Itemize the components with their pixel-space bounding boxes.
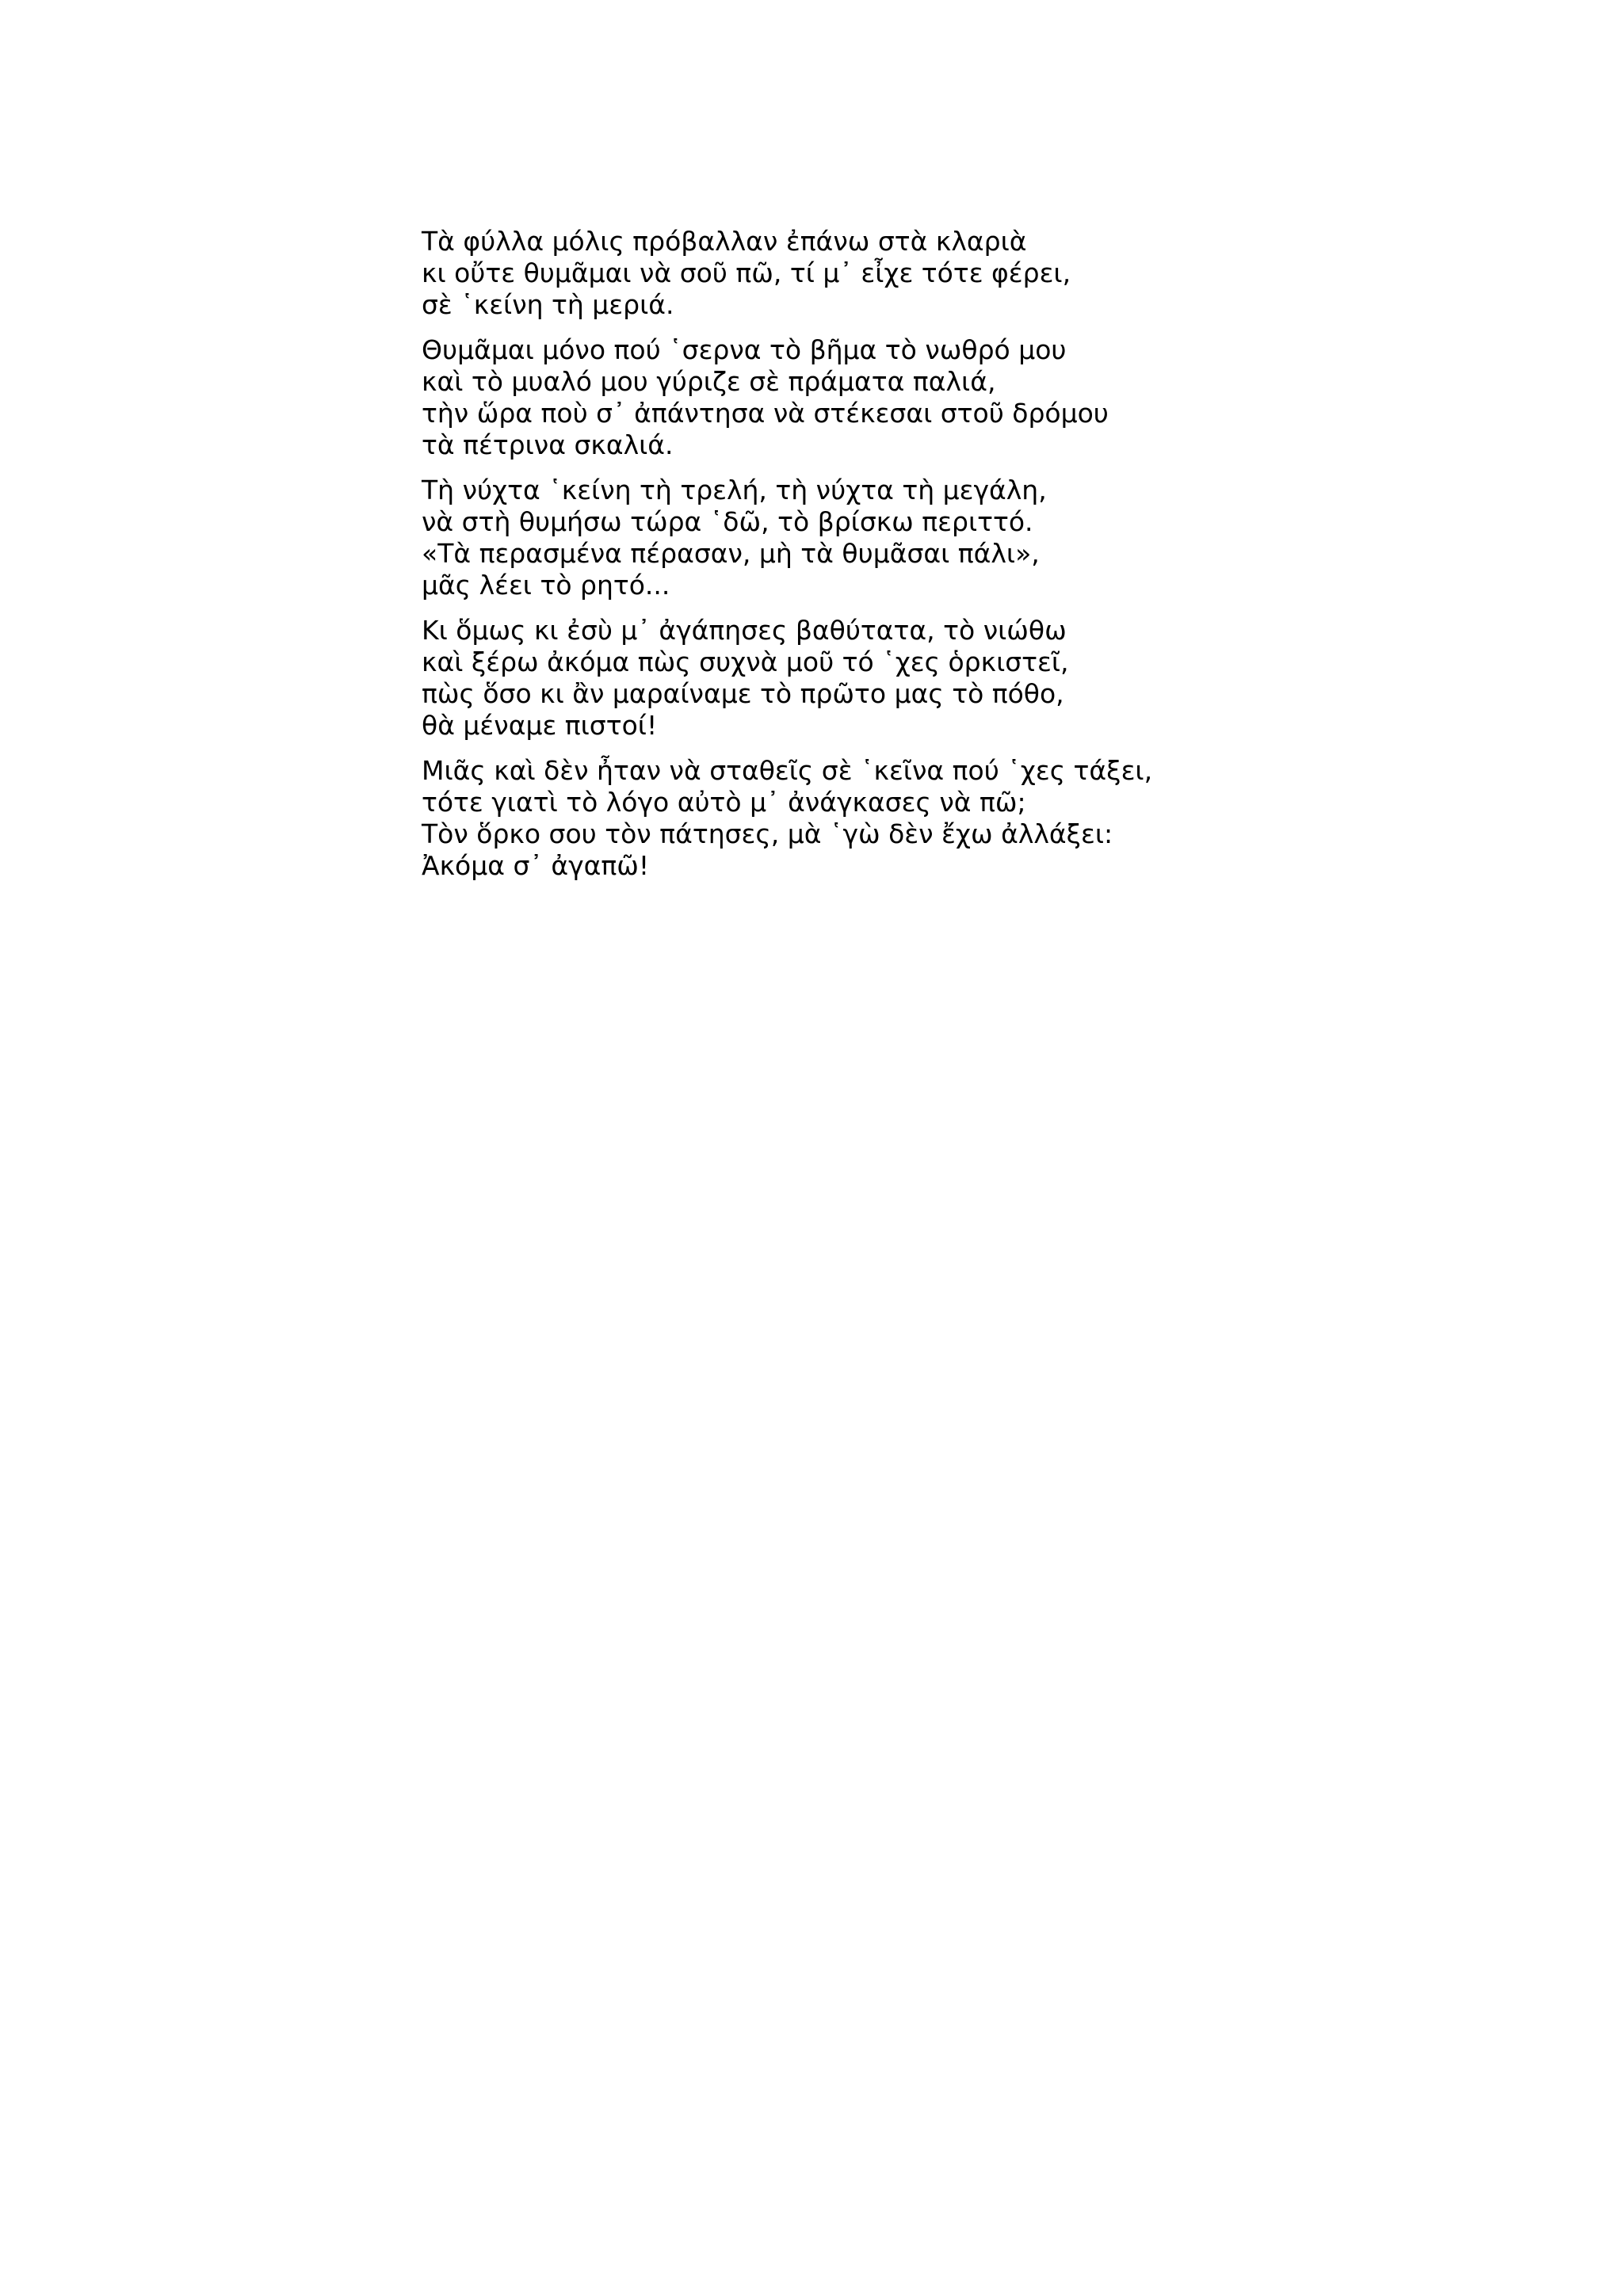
poem-line: σὲ ῾κείνη τὴ μεριά. [422, 289, 674, 320]
poem-line: καὶ ξέρω ἀκόμα πὼς συχνὰ μοῦ τό ῾χες ὁρκιστεῖ, [422, 646, 1069, 677]
poem-line: καὶ τὸ μυαλό μου γύριζε σὲ πράματα παλιά, [422, 366, 996, 397]
stanza-2 [422, 334, 1531, 461]
stanza-5 [422, 755, 1531, 882]
poem-text [422, 226, 1531, 895]
poem-line: τὴν ὥρα ποὺ σ᾿ ἀπάντησα νὰ στέκεσαι στοῦ δρόμου [422, 398, 1109, 429]
poem-line: Τὰ φύλλα μόλις πρόβαλλαν ἐπάνω στὰ κλαριὰ [422, 226, 1027, 257]
poem-line: Κι ὅμως κι ἐσὺ μ᾿ ἀγάπησες βαθύτατα, τὸ νιώθω [422, 615, 1067, 646]
poem-line: νὰ στὴ θυμήσω τώρα ῾δῶ, τὸ βρίσκω περιττό. [422, 506, 1033, 537]
poem-line: θὰ μέναμε πιστοί! [422, 710, 658, 741]
poem-line: Μιᾶς καὶ δὲν ἦταν νὰ σταθεῖς σὲ ῾κεῖνα πού ῾χες τάξει, [422, 755, 1153, 786]
poem-line: Τὸν ὅρκο σου τὸν πάτησες, μὰ ῾γὼ δὲν ἔχω ἀλλάξει: [422, 818, 1113, 849]
poem-line: τότε γιατὶ τὸ λόγο αὐτὸ μ᾿ ἀνάγκασες νὰ πῶ; [422, 787, 1026, 818]
stanza-4 [422, 615, 1531, 742]
poem-line: τὰ πέτρινα σκαλιά. [422, 429, 674, 460]
poem-line: μᾶς λέει τὸ ρητό... [422, 570, 670, 601]
poem-line: Θυμᾶμαι μόνο πού ῾σερνα τὸ βῆμα τὸ νωθρό μου [422, 334, 1067, 365]
poem-line: Ἀκόμα σ᾿ ἀγαπῶ! [422, 850, 650, 881]
poem-line: πὼς ὅσο κι ἂν μαραίναμε τὸ πρῶτο μας τὸ πόθο, [422, 678, 1064, 709]
stanza-1 [422, 226, 1531, 321]
stanza-3 [422, 475, 1531, 601]
poem-line: κι οὔτε θυμᾶμαι νὰ σοῦ πῶ, τί μ᾿ εἶχε τότε φέρει, [422, 257, 1071, 288]
poem-line: «Τὰ περασμένα πέρασαν, μὴ τὰ θυμᾶσαι πάλι», [422, 538, 1040, 569]
poem-line: Τὴ νύχτα ῾κείνη τὴ τρελή, τὴ νύχτα τὴ μεγάλη, [422, 475, 1047, 505]
